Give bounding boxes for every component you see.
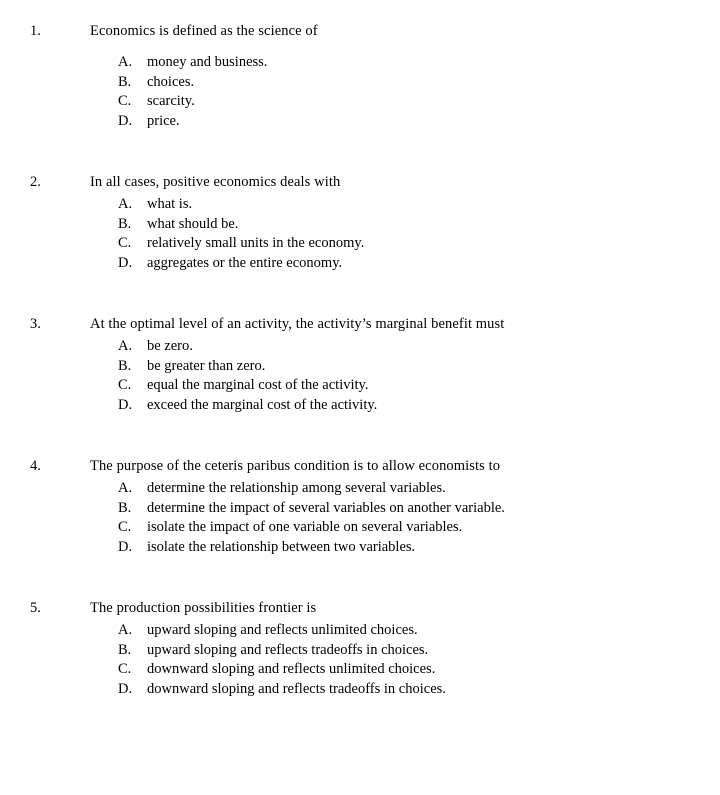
option-letter: D.	[118, 396, 133, 413]
option-letter: B.	[118, 73, 132, 90]
option-row	[118, 621, 706, 641]
option-text: determine the relationship among several variables.	[147, 480, 446, 496]
question-3	[30, 315, 706, 415]
option-letter: D.	[118, 112, 133, 129]
option-row	[118, 112, 706, 132]
option-row	[118, 641, 706, 661]
options-list	[118, 337, 706, 415]
option-text: equal the marginal cost of the activity.	[147, 377, 369, 393]
option-row	[118, 195, 706, 215]
option-letter: D.	[118, 254, 133, 271]
option-text: downward sloping and reflects tradeoffs in choices.	[147, 680, 446, 697]
option-text: downward sloping and reflects unlimited choices.	[147, 661, 436, 677]
question-number: 4.	[30, 458, 41, 474]
question-number: 1.	[30, 23, 41, 39]
option-row	[118, 479, 706, 499]
options-list	[118, 621, 706, 699]
question-row	[30, 315, 706, 334]
option-text: what is.	[147, 196, 193, 212]
option-text: determine the impact of several variables on another variable.	[147, 499, 505, 516]
options-list	[118, 195, 706, 273]
option-text: scarcity.	[147, 93, 195, 109]
option-letter: B.	[118, 641, 132, 658]
option-letter: A.	[118, 338, 133, 354]
option-letter: B.	[118, 499, 132, 516]
question-text: At the optimal level of an activity, the activity’s marginal benefit must	[90, 316, 505, 332]
option-text: price.	[147, 112, 180, 129]
option-row	[118, 337, 706, 357]
option-row	[118, 234, 706, 254]
option-letter: D.	[118, 538, 133, 555]
option-text: isolate the impact of one variable on several variables.	[147, 519, 463, 535]
option-letter: A.	[118, 622, 133, 638]
option-text: be zero.	[147, 338, 193, 354]
option-letter: A.	[118, 196, 133, 212]
option-letter: B.	[118, 357, 132, 374]
question-number: 3.	[30, 316, 41, 332]
option-row	[118, 357, 706, 377]
option-text: aggregates or the entire economy.	[147, 254, 343, 271]
option-row	[118, 92, 706, 112]
question-row	[30, 457, 706, 476]
options-list	[118, 53, 706, 131]
option-text: money and business.	[147, 54, 268, 70]
option-text: isolate the relationship between two variables.	[147, 538, 416, 555]
option-letter: C.	[118, 235, 132, 251]
option-text: be greater than zero.	[147, 357, 266, 374]
option-row	[118, 215, 706, 235]
option-row	[118, 660, 706, 680]
option-letter: C.	[118, 377, 132, 393]
question-text: In all cases, positive economics deals with	[90, 174, 341, 190]
question-number: 5.	[30, 600, 41, 616]
option-letter: B.	[118, 215, 132, 232]
option-letter: C.	[118, 519, 132, 535]
option-row	[118, 53, 706, 73]
option-text: upward sloping and reflects unlimited choices.	[147, 622, 418, 638]
option-letter: A.	[118, 54, 133, 70]
option-text: relatively small units in the economy.	[147, 235, 365, 251]
option-row	[118, 396, 706, 416]
option-text: choices.	[147, 73, 195, 90]
question-1	[30, 22, 706, 131]
option-letter: D.	[118, 680, 133, 697]
question-text: Economics is defined as the science of	[90, 23, 318, 39]
option-text: exceed the marginal cost of the activity.	[147, 396, 378, 413]
option-text: what should be.	[147, 215, 239, 232]
option-row	[118, 518, 706, 538]
question-4	[30, 457, 706, 557]
question-row	[30, 173, 706, 192]
option-row	[118, 376, 706, 396]
option-letter: A.	[118, 480, 133, 496]
question-text: The purpose of the ceteris paribus condition is to allow economists to	[90, 458, 501, 474]
question-2	[30, 173, 706, 273]
question-number: 2.	[30, 174, 41, 190]
question-row	[30, 22, 706, 41]
option-letter: C.	[118, 93, 132, 109]
option-row	[118, 680, 706, 700]
option-row	[118, 254, 706, 274]
question-text: The production possibilities frontier is	[90, 600, 317, 616]
option-row	[118, 73, 706, 93]
option-text: upward sloping and reflects tradeoffs in choices.	[147, 641, 429, 658]
option-letter: C.	[118, 661, 132, 677]
option-row	[118, 499, 706, 519]
question-row	[30, 599, 706, 618]
options-list	[118, 479, 706, 557]
question-5	[30, 599, 706, 699]
option-row	[118, 538, 706, 558]
